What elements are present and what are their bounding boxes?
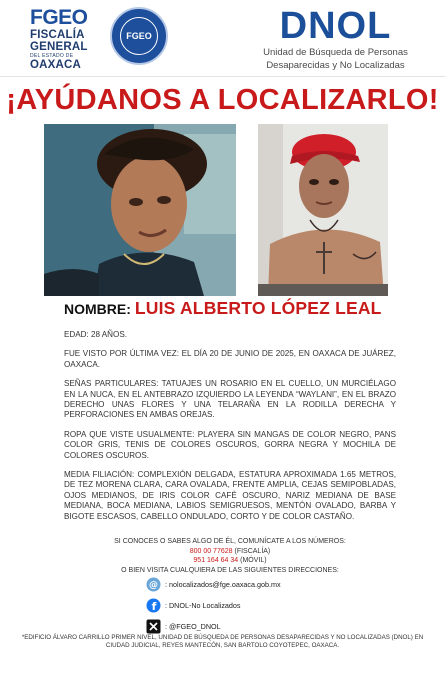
facebook-link[interactable] xyxy=(146,595,366,615)
dnol-logo xyxy=(238,7,433,69)
email-link[interactable] xyxy=(146,574,366,594)
phone-fiscalia[interactable]: 800 00 77628 xyxy=(189,547,233,555)
fgeo-mark-text: FGEO xyxy=(30,6,88,29)
person-name: LUIS ALBERTO LÓPEZ LEAL xyxy=(134,298,382,318)
phone-mobile-row xyxy=(64,556,396,566)
photo-2 xyxy=(258,124,388,296)
name-row xyxy=(64,298,404,322)
person-photo-1 xyxy=(44,124,236,296)
photo-1 xyxy=(44,124,236,296)
clothes-text: ROPA QUE VISTE USUALMENTE: PLAYERA SIN MANGAS DE COLOR NEGRO, PANS COLOR GRIS, TENIS DE COLORES OSCUROS, GORRA NEGRA Y MOCHILA DE COLORES OSCUROS. xyxy=(64,429,396,460)
svg-text:@: @ xyxy=(149,580,158,590)
phone-fiscalia-label: (FISCALÍA) xyxy=(234,547,271,555)
fgeo-logo xyxy=(30,6,108,71)
fgeo-name-line2: GENERAL xyxy=(30,41,88,53)
age-text: EDAD: 28 AÑOS. xyxy=(64,330,127,339)
dnol-desc-line1: Unidad de Búsqueda de Personas xyxy=(263,47,408,58)
alert-banner xyxy=(0,78,445,122)
physical-description-text: MEDIA FILIACIÓN: COMPLEXIÓN DELGADA, ESTATURA APROXIMADA 1.65 METROS, DE TEZ MORENA CLARA, CARA OVALADA, FRENTE AMPLIA, CEJAS SEMIPOBLADAS, OJOS MEDIANOS, DE IRIS COLOR CAFÉ OSCURO, NARIZ MEDIANA DE BASE MEDIANA, BOCA MEDIANA, LABIOS SEMIGRUESOS, MENTÓN OVALADO, BARBA Y BIGOTE ESCASOS, CABELLO ONDULADO, CORTO Y DE COLOR CASTAÑO. xyxy=(64,470,396,521)
last-seen-text: FUE VISTO POR ÚLTIMA VEZ: EL DÍA 20 DE JUNIO DE 2025, EN OAXACA DE JUÁREZ, OAXACA. xyxy=(64,349,396,369)
phone-mobile-label: (MÓVIL) xyxy=(240,557,267,564)
description-body xyxy=(64,330,396,531)
contact-intro: SI CONOCES O SABES ALGO DE ÉL, COMUNÍCATE A LOS NÚMEROS: xyxy=(114,538,346,545)
banner-text: ¡AYÚDANOS A LOCALIZARLO! xyxy=(6,83,439,116)
x-icon xyxy=(146,619,161,634)
svg-text:f: f xyxy=(151,599,157,613)
header xyxy=(0,0,445,76)
features-text: SEÑAS PARTICULARES: TATUAJES UN ROSARIO EN EL CUELLO, UN MURCIÉLAGO EN LA NUCA, EN EL ANTEBRAZO IZQUIERDO LA LEYENDA “WAYLANI”, EN EL BRAZO DERECHO UNAS FLORES Y UNA TELARAÑA EN LA RODILLA DERECHA Y PERFORACIONES EN AMBAS OREJAS. xyxy=(64,379,396,420)
contact-block xyxy=(64,537,396,575)
facebook-text: : DNOL-No Localizados xyxy=(165,600,241,610)
name-label: NOMBRE: xyxy=(64,301,131,317)
facebook-icon xyxy=(146,598,161,613)
header-divider xyxy=(0,76,445,77)
x-text: : @FGEO_DNOL xyxy=(165,621,221,631)
fgeo-sub: DEL ESTADO DE xyxy=(30,53,74,59)
dnol-desc-line2: Desaparecidas y No Localizadas xyxy=(266,60,405,71)
fgeo-name-line3: OAXACA xyxy=(30,59,82,71)
footer-address: *EDIFICIO ÁLVARO CARRILLO PRIMER NIVEL, UNIDAD DE BÚSQUEDA DE PERSONAS DESAPARECIDAS Y NO LOCALIZADAS (DNOL) EN CIUDAD JUDICIAL, REYES MANTECÓN, SAN BARTOLO COYOTEPEC, OAXACA. xyxy=(21,634,424,650)
fgeo-name-line1: FISCALÍA xyxy=(30,29,85,41)
x-link[interactable] xyxy=(146,616,366,636)
phone-mobile[interactable]: 951 164 64 34 xyxy=(193,557,239,564)
phone-fiscalia-row xyxy=(64,547,396,557)
fgeo-seal-text: FGEO xyxy=(126,31,152,41)
person-photo-2 xyxy=(258,124,388,296)
email-text: : nolocalizados@fge.oaxaca.gob.mx xyxy=(165,579,281,589)
or-visit-text: O BIEN VISITA CUALQUIERA DE LAS SIGUIENTES DIRECCIONES: xyxy=(121,566,339,574)
fgeo-seal-icon xyxy=(110,7,168,65)
dnol-title: DNOL xyxy=(279,5,392,47)
contact-links xyxy=(146,574,366,637)
email-icon xyxy=(146,577,161,592)
